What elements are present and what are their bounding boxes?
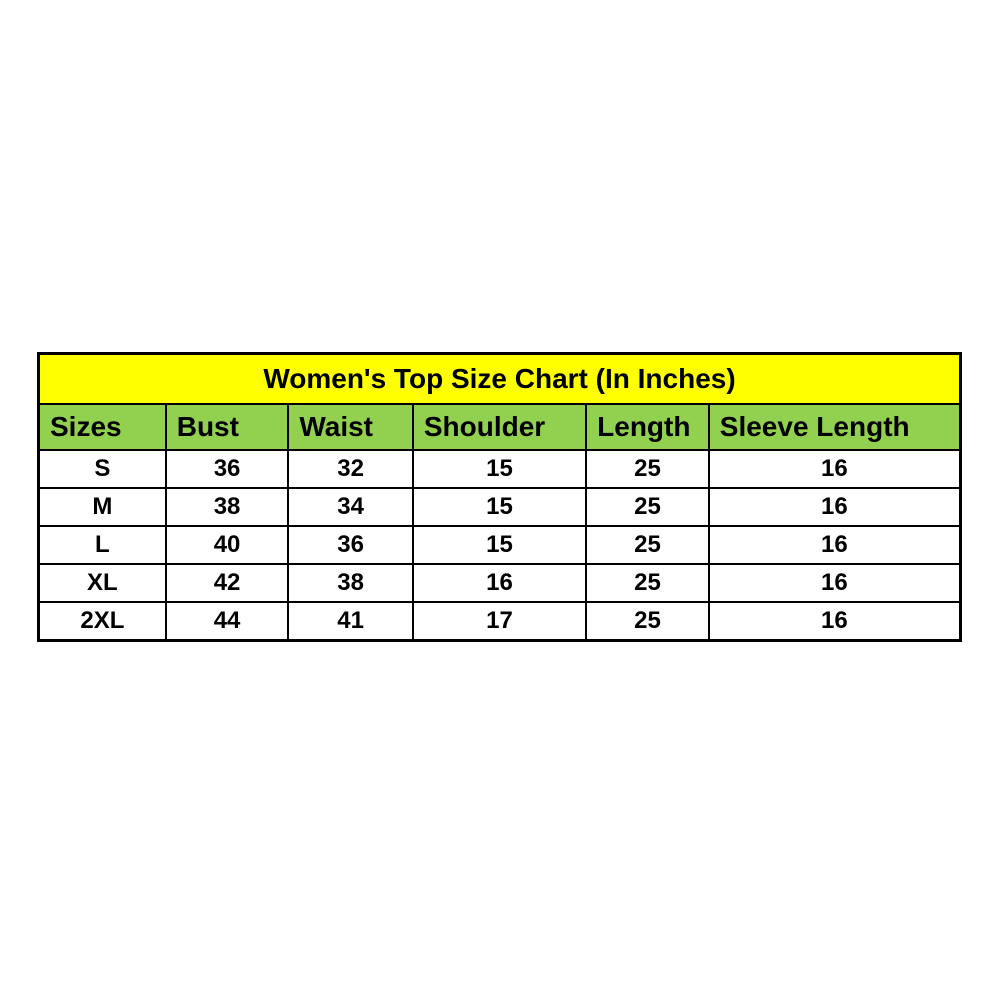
measurement-value: 25 [586, 564, 709, 602]
measurement-value: 15 [413, 488, 586, 526]
measurement-value: 25 [586, 526, 709, 564]
measurement-value: 34 [288, 488, 412, 526]
measurement-value: 36 [166, 450, 289, 488]
measurement-value: 16 [709, 602, 961, 641]
measurement-value: 25 [586, 488, 709, 526]
column-header-shoulder: Shoulder [413, 404, 586, 450]
column-header-waist: Waist [288, 404, 412, 450]
column-header-sleeve-length: Sleeve Length [709, 404, 961, 450]
measurement-value: 16 [413, 564, 586, 602]
measurement-value: 41 [288, 602, 412, 641]
column-header-length: Length [586, 404, 709, 450]
measurement-value: 42 [166, 564, 289, 602]
size-label: S [39, 450, 166, 488]
size-chart-container [37, 352, 962, 642]
measurement-value: 40 [166, 526, 289, 564]
size-label: XL [39, 564, 166, 602]
measurement-value: 16 [709, 450, 961, 488]
measurement-value: 16 [709, 488, 961, 526]
measurement-value: 38 [166, 488, 289, 526]
measurement-value: 25 [586, 450, 709, 488]
measurement-value: 38 [288, 564, 412, 602]
table-row-m [39, 488, 961, 526]
measurement-value: 16 [709, 564, 961, 602]
size-label: 2XL [39, 602, 166, 641]
size-chart-table [37, 352, 962, 642]
table-row-s [39, 450, 961, 488]
measurement-value: 36 [288, 526, 412, 564]
table-row-2xl [39, 602, 961, 641]
measurement-value: 15 [413, 450, 586, 488]
table-title: Women's Top Size Chart (In Inches) [39, 354, 961, 405]
measurement-value: 15 [413, 526, 586, 564]
measurement-value: 17 [413, 602, 586, 641]
size-label: M [39, 488, 166, 526]
table-title-row [39, 354, 961, 405]
table-header-row [39, 404, 961, 450]
table-row-l [39, 526, 961, 564]
table-row-xl [39, 564, 961, 602]
measurement-value: 44 [166, 602, 289, 641]
column-header-sizes: Sizes [39, 404, 166, 450]
measurement-value: 25 [586, 602, 709, 641]
measurement-value: 32 [288, 450, 412, 488]
measurement-value: 16 [709, 526, 961, 564]
size-label: L [39, 526, 166, 564]
column-header-bust: Bust [166, 404, 289, 450]
